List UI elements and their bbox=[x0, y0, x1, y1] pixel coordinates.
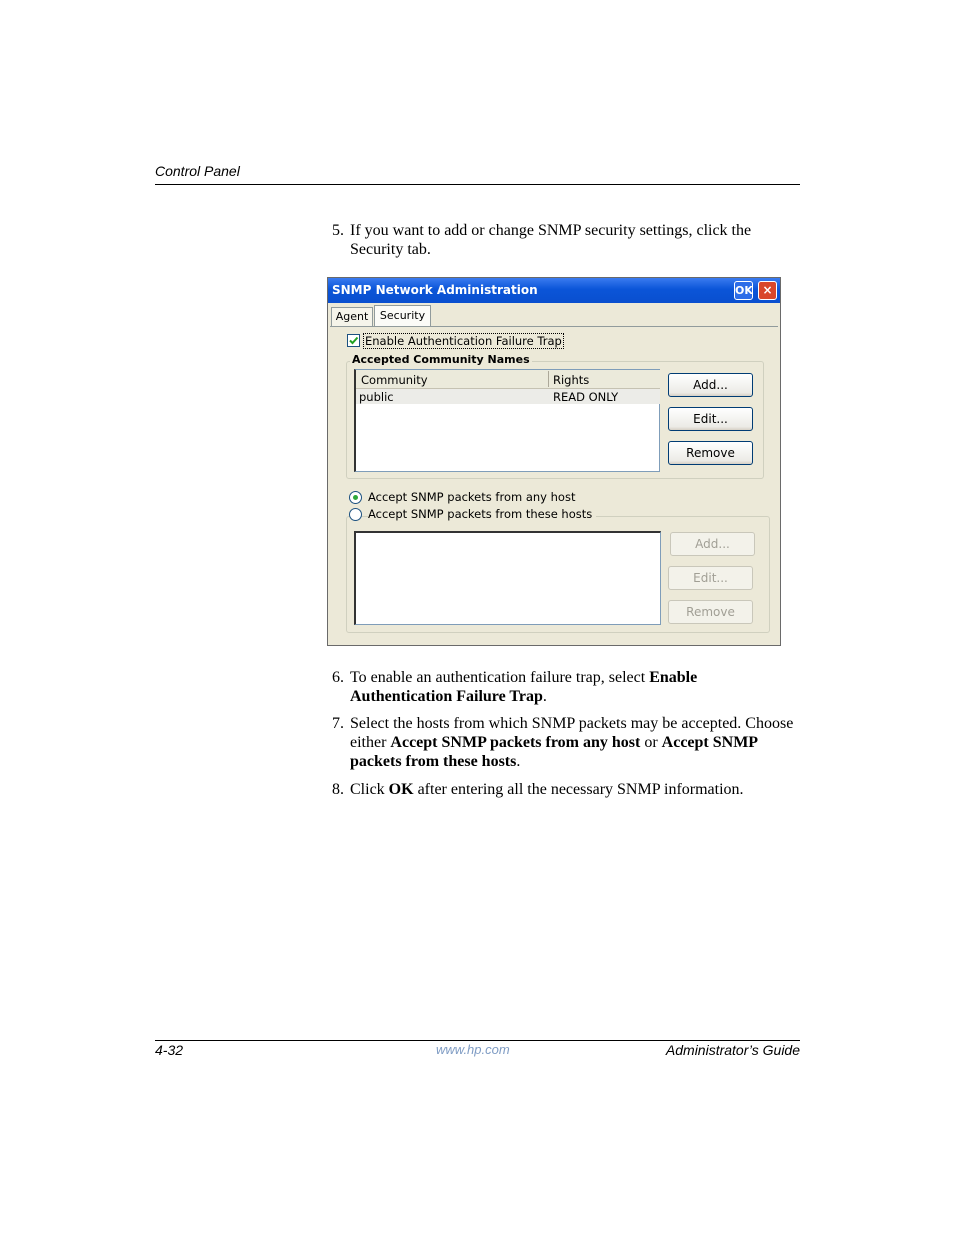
any-host-radio[interactable] bbox=[349, 491, 362, 504]
page-number: 4-32 bbox=[155, 1042, 184, 1058]
step-text-part: or bbox=[640, 734, 662, 751]
list-item[interactable] bbox=[356, 389, 660, 404]
header-rule bbox=[155, 184, 800, 185]
tab-security[interactable]: Security bbox=[374, 305, 431, 327]
step-number: 8. bbox=[332, 781, 344, 798]
step-text-part: after entering all the necessary SNMP information. bbox=[413, 781, 744, 798]
step-8 bbox=[332, 780, 802, 799]
community-add-button[interactable]: Add... bbox=[668, 373, 753, 397]
hosts-add-button[interactable]: Add... bbox=[670, 532, 755, 556]
step-text-part: Select the hosts from which SNMP packets may be accepted. Choose either bbox=[350, 715, 794, 751]
step-bold-term: Enable Authentication Failure Trap bbox=[350, 669, 698, 705]
guide-title: Administrator’s Guide bbox=[665, 1042, 800, 1058]
list-header bbox=[356, 370, 660, 389]
tab-agent[interactable]: Agent bbox=[331, 307, 373, 326]
hosts-edit-button[interactable]: Edit... bbox=[668, 566, 753, 590]
step-text bbox=[350, 780, 802, 799]
column-header-rights[interactable]: Rights bbox=[553, 373, 590, 387]
ok-button[interactable]: OK bbox=[734, 281, 753, 300]
rights-cell: READ ONLY bbox=[553, 390, 619, 404]
dialog-title: SNMP Network Administration bbox=[332, 283, 538, 297]
running-header: Control Panel bbox=[155, 163, 240, 179]
community-cell: public bbox=[359, 390, 394, 404]
step-text-part: . bbox=[542, 688, 547, 705]
step-bold-term: Accept SNMP packets from any host bbox=[390, 734, 641, 751]
hosts-remove-button[interactable]: Remove bbox=[668, 600, 753, 624]
step-text bbox=[350, 714, 802, 771]
step-number: 7. bbox=[332, 715, 344, 732]
footer-rule bbox=[155, 1040, 800, 1041]
enable-trap-label: Enable Authentication Failure Trap bbox=[365, 334, 562, 348]
any-host-label: Accept SNMP packets from any host bbox=[368, 490, 576, 504]
column-header-community[interactable]: Community bbox=[361, 373, 428, 387]
these-hosts-label: Accept SNMP packets from these hosts bbox=[368, 507, 596, 521]
snmp-dialog bbox=[327, 277, 781, 646]
step-text-part: Click bbox=[350, 781, 389, 798]
step-number: 5. bbox=[332, 222, 344, 239]
step-5 bbox=[332, 221, 802, 259]
enable-trap-checkbox[interactable] bbox=[347, 334, 360, 347]
step-6 bbox=[332, 668, 802, 706]
step-text bbox=[350, 668, 802, 706]
step-bold-term: OK bbox=[388, 781, 414, 798]
step-bold-term: Accept SNMP packets from these hosts bbox=[350, 734, 758, 770]
footer-url[interactable]: www.hp.com bbox=[436, 1042, 510, 1057]
step-number: 6. bbox=[332, 669, 344, 686]
step-text: If you want to add or change SNMP security settings, click the Security tab. bbox=[350, 222, 752, 258]
community-edit-button[interactable]: Edit... bbox=[668, 407, 753, 431]
column-separator[interactable] bbox=[548, 371, 549, 387]
hosts-list[interactable] bbox=[354, 531, 661, 625]
these-hosts-radio[interactable] bbox=[349, 508, 362, 521]
close-icon[interactable]: × bbox=[758, 281, 777, 300]
community-list[interactable] bbox=[354, 369, 660, 472]
step-7 bbox=[332, 714, 802, 771]
step-text-part: . bbox=[516, 753, 521, 770]
community-remove-button[interactable]: Remove bbox=[668, 441, 753, 465]
community-group-label: Accepted Community Names bbox=[352, 353, 530, 366]
step-text-part: To enable an authentication failure trap, select bbox=[350, 669, 650, 686]
radio-selected-dot bbox=[353, 495, 358, 500]
checkmark-icon bbox=[348, 335, 359, 346]
title-bar bbox=[328, 278, 780, 303]
